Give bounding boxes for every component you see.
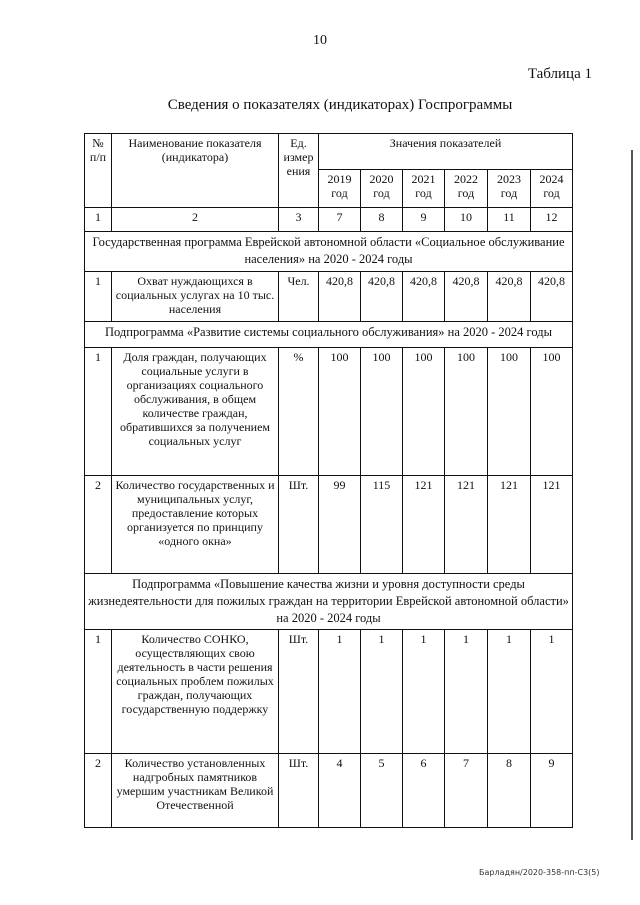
table-row [85,348,573,476]
section-title: Подпрограмма «Развитие системы социального обслуживания» на 2020 - 2024 годы [85,322,573,348]
document-title: Сведения о показателях (индикаторах) Госпрограммы [167,97,513,113]
indicator-value: 4 [319,754,361,828]
section-heading-row [85,232,573,272]
table-row [85,630,573,754]
column-number: 9 [403,208,445,232]
column-number: 2 [112,208,279,232]
header-name: Наименование показателя (индикатора) [112,134,279,208]
indicator-value: 121 [488,476,531,574]
header-num: № п/п [85,134,112,208]
column-number: 12 [531,208,573,232]
indicators-table [84,133,573,828]
column-number-row [85,208,573,232]
indicator-unit: % [279,348,319,476]
table-row [85,272,573,322]
header-year: 2021 год [403,170,445,208]
section-title: Подпрограмма «Повышение качества жизни и уровня доступности среды жизнедеятельности для пожилых граждан на территории Еврейской автономной области» на 2020 - 2024 годы [85,574,573,630]
indicator-value: 99 [319,476,361,574]
indicator-value: 100 [319,348,361,476]
row-num: 2 [85,754,112,828]
indicator-value: 9 [531,754,573,828]
indicator-value: 5 [361,754,403,828]
row-num: 2 [85,476,112,574]
column-number: 8 [361,208,403,232]
header-year: 2022 год [445,170,488,208]
header-year: 2024 год [531,170,573,208]
indicator-value: 8 [488,754,531,828]
indicator-value: 121 [403,476,445,574]
indicator-name: Доля граждан, получающих социальные услуги в организациях социального обслуживания, в общем количестве граждан, обратившихся за получением социальных услуг [112,348,279,476]
indicator-value: 100 [403,348,445,476]
column-number: 11 [488,208,531,232]
indicator-value: 1 [488,630,531,754]
header-values: Значения показателей [319,134,573,170]
indicator-value: 1 [319,630,361,754]
row-num: 1 [85,630,112,754]
indicator-value: 1 [361,630,403,754]
indicator-value: 7 [445,754,488,828]
page-number: 10 [313,33,327,48]
indicator-value: 1 [445,630,488,754]
header-year: 2023 год [488,170,531,208]
row-num: 1 [85,272,112,322]
footer-document-code: Барладян/2020-358-пп-С3(5) [479,868,600,877]
table-row [85,476,573,574]
header-unit: Ед. измер ения [279,134,319,208]
header-year: 2020 год [361,170,403,208]
indicator-value: 420,8 [403,272,445,322]
indicator-value: 420,8 [361,272,403,322]
table-label: Таблица 1 [527,66,592,82]
indicator-name: Охват нуждающихся в социальных услугах на 10 тыс. населения [112,272,279,322]
section-heading-row [85,574,573,630]
column-number: 1 [85,208,112,232]
column-number: 7 [319,208,361,232]
indicator-value: 100 [361,348,403,476]
scan-edge-line [631,150,633,840]
indicator-value: 100 [488,348,531,476]
column-number: 10 [445,208,488,232]
table-row [85,754,573,828]
indicator-value: 121 [445,476,488,574]
row-num: 1 [85,348,112,476]
indicator-unit: Чел. [279,272,319,322]
header-row-1 [85,134,573,170]
indicator-value: 420,8 [488,272,531,322]
section-heading-row [85,322,573,348]
indicator-unit: Шт. [279,630,319,754]
indicator-name: Количество государственных и муниципальных услуг, предоставление которых организуется по принципу «одного окна» [112,476,279,574]
indicator-value: 420,8 [445,272,488,322]
section-title: Государственная программа Еврейской автономной области «Социальное обслуживание населения» на 2020 - 2024 годы [85,232,573,272]
indicator-value: 1 [403,630,445,754]
header-year: 2019 год [319,170,361,208]
indicator-name: Количество установленных надгробных памятников умершим участникам Великой Отечественной [112,754,279,828]
column-number: 3 [279,208,319,232]
indicator-value: 115 [361,476,403,574]
indicator-unit: Шт. [279,754,319,828]
indicator-value: 6 [403,754,445,828]
indicator-value: 1 [531,630,573,754]
indicator-unit: Шт. [279,476,319,574]
indicator-name: Количество СОНКО, осуществляющих свою деятельность в части решения социальных проблем пожилых граждан, получающих государственную поддержку [112,630,279,754]
indicator-value: 100 [531,348,573,476]
indicator-value: 100 [445,348,488,476]
indicator-value: 121 [531,476,573,574]
indicator-value: 420,8 [319,272,361,322]
indicator-value: 420,8 [531,272,573,322]
